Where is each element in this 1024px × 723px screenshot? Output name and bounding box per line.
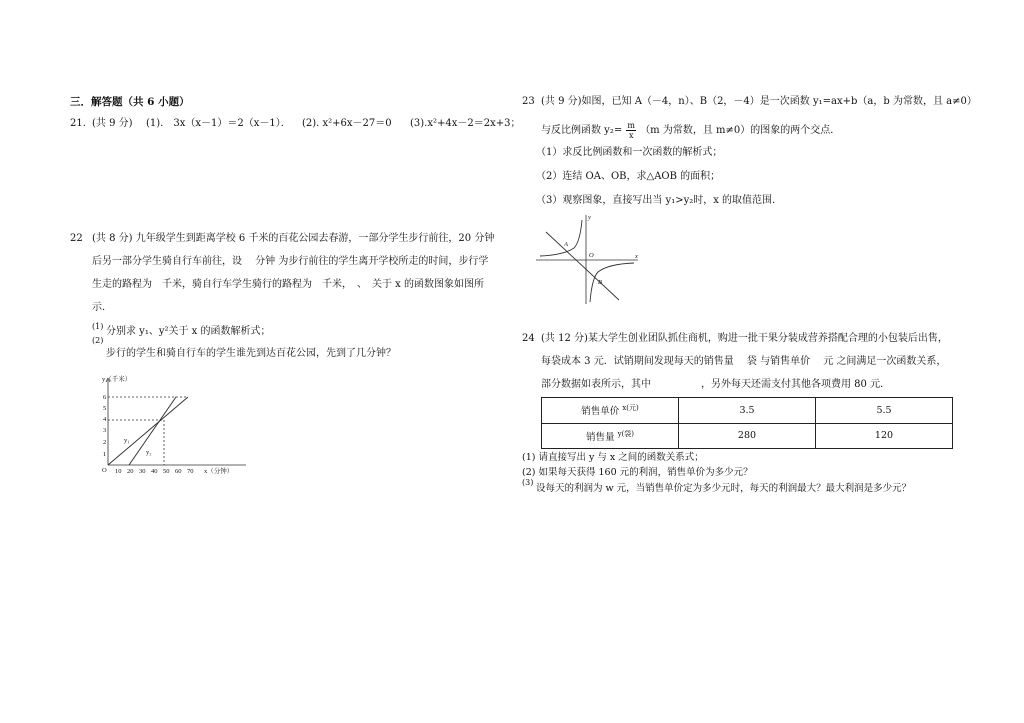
q24-line3: 部分数据如表所示，其中 ，另外每天还需支付其他各项费用 80 元．	[541, 379, 891, 390]
sales-unit: y(袋)	[617, 429, 634, 438]
q22-sub2-mark: (2)	[92, 336, 104, 345]
y-tick-3: 3	[103, 427, 107, 434]
table-row	[542, 423, 953, 449]
q24-sub2: (2) 如果每天获得 160 元的利润，销售单价为多少元？	[522, 467, 753, 478]
price-label: 销售单价	[581, 406, 620, 418]
origin-label: O	[102, 467, 107, 474]
x-tick-30: 30	[139, 468, 146, 475]
q21-number: 21.	[70, 118, 86, 129]
q21-score: (共 9 分)	[92, 118, 133, 129]
distance-time-graph	[96, 372, 256, 477]
x-tick-60: 60	[175, 468, 182, 475]
fraction-denominator: x	[628, 131, 634, 140]
table-row	[542, 398, 953, 424]
x-tick-20: 20	[127, 468, 134, 475]
x-axis-title: x（分钟）	[204, 468, 234, 475]
q22-line1: (共 8 分) 九年级学生到距离学校 6 千米的百花公园去春游，一部分学生步行前往，20 分钟	[92, 233, 495, 244]
q23-line2-end: （m 为常数，且 m≠0）的图象的两个交点．	[640, 125, 841, 136]
y-tick-2: 2	[103, 439, 107, 446]
q24-line1: (共 12 分)某大学生创业团队抓住商机，购进一批干果分装成营养搭配合理的小包装后出售，	[541, 333, 948, 344]
q23-sub2: （2）连结 OA、OB，求△AOB 的面积；	[536, 171, 721, 182]
hyperbola-branch-right	[590, 263, 634, 302]
q24-sub1: (1) 请直接写出 y 与 x 之间的函数关系式；	[522, 452, 704, 463]
point-a-label: A	[564, 241, 568, 248]
q24-sub3-mark: (3)	[522, 478, 534, 487]
q23-line2-start: 与反比例函数 y₂=	[541, 125, 623, 136]
q24-number: 24	[522, 333, 535, 344]
x-axis-label: x	[635, 253, 638, 260]
y-axis-label: y	[588, 214, 591, 221]
table-cell: 5.5	[816, 398, 953, 424]
x-tick-40: 40	[151, 468, 158, 475]
table-cell: 3.5	[679, 398, 816, 424]
q23-line1: (共 9 分)如图，已知 A（－4，n）、B（2，－4）是一次函数 y₁=ax+b（a，b 为常数，且 a≠0）	[541, 96, 977, 107]
hyperbola-branch-left	[540, 220, 582, 256]
q23-number: 23	[522, 96, 535, 107]
table-cell: 120	[816, 423, 953, 449]
q23-line2	[541, 121, 840, 140]
q22-line2: 后另一部分学生骑自行车前往，设 分钟 为步行前往的学生离开学校所走的时间，步行学	[92, 256, 489, 267]
line-y1-label: y₁	[124, 437, 130, 444]
q22-sub2: 步行的学生和骑自行车的学生谁先到达百花公园，先到了几分钟？	[106, 348, 396, 359]
y-tick-5: 5	[103, 405, 107, 412]
line-y2-label: y₂	[146, 449, 152, 456]
q24-sub3: 设每天的利润为 w 元，当销售单价定为多少元时，每天的利润最大？最大利润是多少元？	[536, 483, 912, 494]
line-y2	[129, 397, 176, 465]
price-sales-table	[541, 397, 953, 449]
fraction-numerator: m	[627, 121, 635, 130]
y-tick-1: 1	[103, 451, 107, 458]
q22-sub1: 分别求 y₁、y²关于 x 的函数解析式；	[106, 326, 271, 337]
y-tick-6: 6	[103, 394, 107, 401]
q21-part3: (3).x²+4x－2＝2x+3；	[410, 118, 521, 129]
q21-part2: (2). x²+6x－27＝0	[302, 118, 392, 129]
q22-number: 22	[70, 233, 83, 244]
q23-sub1: （1）求反比例函数和一次函数的解析式；	[536, 147, 723, 158]
function-graph	[534, 212, 644, 307]
q21-part1: (1). 3x（x－1）＝2（x－1）．	[146, 118, 291, 129]
fraction-m-over-x	[626, 121, 636, 140]
x-tick-10: 10	[115, 468, 122, 475]
q23-sub3: （3）观察图象，直接写出当 y₁>y₂时，x 的取值范围．	[536, 195, 783, 206]
table-cell-label	[542, 398, 679, 424]
table-cell-label	[542, 423, 679, 449]
y-tick-4: 4	[103, 416, 107, 423]
q22-sub1-mark: (1)	[92, 322, 104, 331]
y-axis-title: y（千米）	[102, 376, 132, 383]
x-tick-70: 70	[187, 468, 194, 475]
x-tick-50: 50	[163, 468, 170, 475]
sales-label: 销售量	[586, 431, 615, 443]
origin-label: O	[589, 252, 594, 259]
section-title: 三．解答题（共 6 小题）	[70, 96, 190, 108]
table-cell: 280	[679, 423, 816, 449]
q22-line4: 示．	[92, 302, 112, 313]
price-unit: x(元)	[622, 404, 639, 413]
q22-line3: 生走的路程为 千米，骑自行车学生骑行的路程为 千米， 、 关于 x 的函数图象如图所	[92, 279, 484, 290]
q24-line2: 每袋成本 3 元．试销期间发现每天的销售量 袋 与销售单价 元 之间满足一次函数关系，	[541, 356, 947, 367]
point-b-label: B	[598, 279, 602, 286]
linear-function-line	[546, 232, 619, 300]
